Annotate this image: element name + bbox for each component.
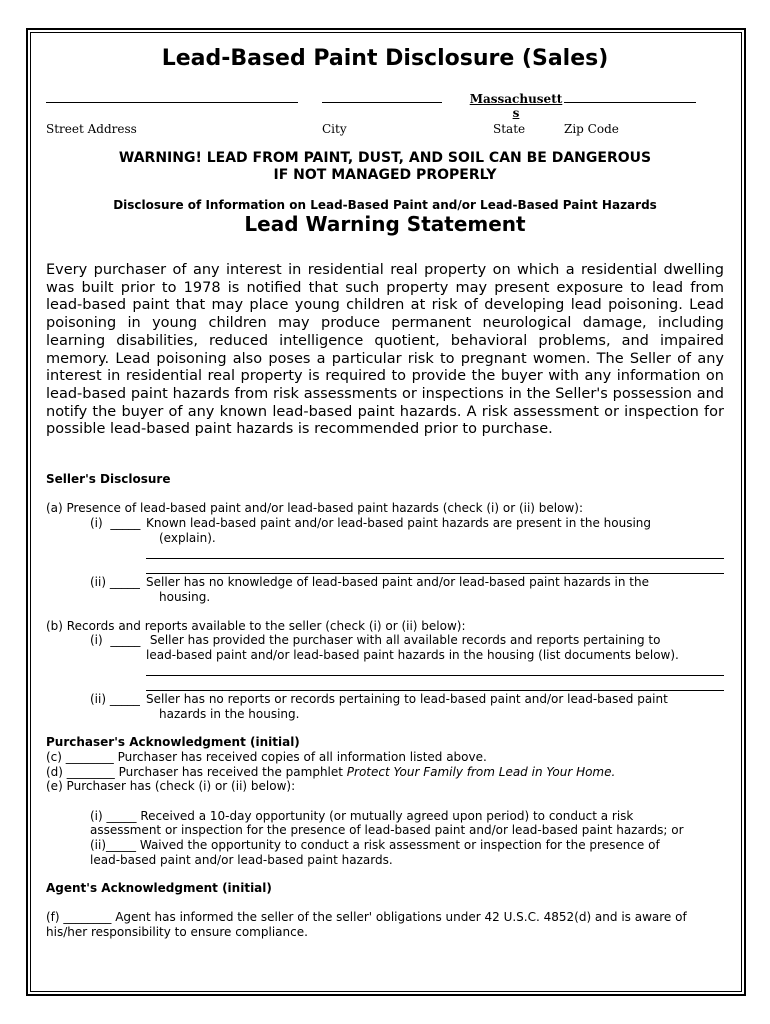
section-a-i-text: Known lead-based paint and/or lead-based paint hazards are present in the housing (146, 516, 652, 530)
sellers-disclosure-heading: Seller's Disclosure (46, 472, 171, 486)
section-a-explain-line-2[interactable] (146, 573, 724, 574)
zip-code-label: Zip Code (564, 122, 619, 136)
agents-acknowledgment-heading: Agent's Acknowledgment (initial) (46, 881, 272, 895)
section-b-ii-cont: hazards in the housing. (159, 707, 300, 721)
section-b-i-checkbox[interactable]: (i) _____ (90, 633, 141, 647)
section-a-i-explain: (explain). (159, 531, 216, 545)
state-value: Massachusetts (469, 92, 563, 120)
city-label: City (322, 122, 347, 136)
lead-warning-statement-heading: Lead Warning Statement (244, 212, 526, 236)
section-d-text: (d) ________ Purchaser has received the pamphlet (46, 765, 347, 779)
address-block (46, 92, 724, 142)
section-b-ii-checkbox[interactable]: (ii) _____ (90, 692, 140, 706)
section-a-i-checkbox[interactable]: (i) _____ (90, 516, 141, 530)
section-a-intro: (a) Presence of lead-based paint and/or lead-based paint hazards (check (i) or (ii) below): (46, 501, 584, 515)
purchasers-acknowledgment-heading: Purchaser's Acknowledgment (initial) (46, 735, 300, 749)
section-a-ii-cont: housing. (159, 590, 211, 604)
section-d[interactable] (46, 765, 615, 780)
section-a-ii-text: Seller has no knowledge of lead-based paint and/or lead-based paint hazards in the (146, 575, 649, 589)
section-e-intro: (e) Purchaser has (check (i) or (ii) below): (46, 779, 296, 793)
state-label: State (493, 122, 526, 136)
warning-line-1: WARNING! LEAD FROM PAINT, DUST, AND SOIL CAN BE DANGEROUS (118, 150, 652, 166)
street-address-label: Street Address (46, 122, 137, 136)
document-title: Lead-Based Paint Disclosure (Sales) (161, 46, 609, 71)
warning-line-2: IF NOT MANAGED PROPERLY (273, 167, 497, 183)
pamphlet-title: Protect Your Family from Lead in Your Home. (346, 765, 616, 779)
disclosure-heading: Disclosure of Information on Lead-Based Paint and/or Lead-Based Paint Hazards (113, 198, 657, 212)
section-b-documents-line-1[interactable] (146, 675, 724, 676)
section-f-line-2: his/her responsibility to ensure compliance. (46, 925, 308, 939)
section-c[interactable]: (c) ________ Purchaser has received copies of all information listed above. (46, 750, 487, 764)
section-f-line-1[interactable]: (f) ________ Agent has informed the seller of the seller' obligations under 42 U.S.C. 4852(d) and is aware of (46, 910, 687, 924)
section-e-i-line-1[interactable]: (i) _____ Received a 10-day opportunity (or mutually agreed upon period) to conduct a risk (90, 809, 634, 823)
section-b-i-cont: lead-based paint and/or lead-based paint hazards in the housing (list documents below). (146, 648, 679, 662)
section-a-explain-line-1[interactable] (146, 558, 724, 559)
section-e-ii-line-1[interactable]: (ii)_____ Waived the opportunity to conduct a risk assessment or inspection for the presence of (90, 838, 660, 852)
zip-code-line[interactable] (564, 102, 696, 103)
lead-warning-statement-text: Every purchaser of any interest in residential real property on which a residential dwelling was built prior to 1978 is notified that such property may present exposure to lead from lead-based paint that may place young children at risk of developing lead poisoning. Lead poisoning in young children may produce permanent neurological damage, including learning disabilities, reduced intelligence quotient, behavioral problems, and impaired memory. Lead poisoning also poses a particular risk to pregnant women. The Seller of any interest in residential real property is required to provide the buyer with any information on lead-based paint hazards from risk assessments or inspections in the Seller's possession and notify the buyer of any known lead-based paint hazards. A risk assessment or inspection for possible lead-based paint hazards is recommended prior to purchase. (46, 262, 724, 438)
section-a-ii-checkbox[interactable]: (ii) _____ (90, 575, 140, 589)
warning-heading (46, 150, 724, 184)
section-b-ii-text: Seller has no reports or records pertaining to lead-based paint and/or lead-based paint (146, 692, 668, 706)
section-e-ii-line-2: lead-based paint and/or lead-based paint hazards. (90, 853, 393, 867)
street-address-line[interactable] (46, 102, 298, 103)
section-b-intro: (b) Records and reports available to the seller (check (i) or (ii) below): (46, 619, 466, 633)
section-e-i-line-2: assessment or inspection for the presence of lead-based paint and/or lead-based paint hazards; or (90, 823, 684, 837)
city-line[interactable] (322, 102, 442, 103)
section-b-i-text: Seller has provided the purchaser with all available records and reports pertaining to (146, 633, 661, 647)
section-b-documents-line-2[interactable] (146, 690, 724, 691)
